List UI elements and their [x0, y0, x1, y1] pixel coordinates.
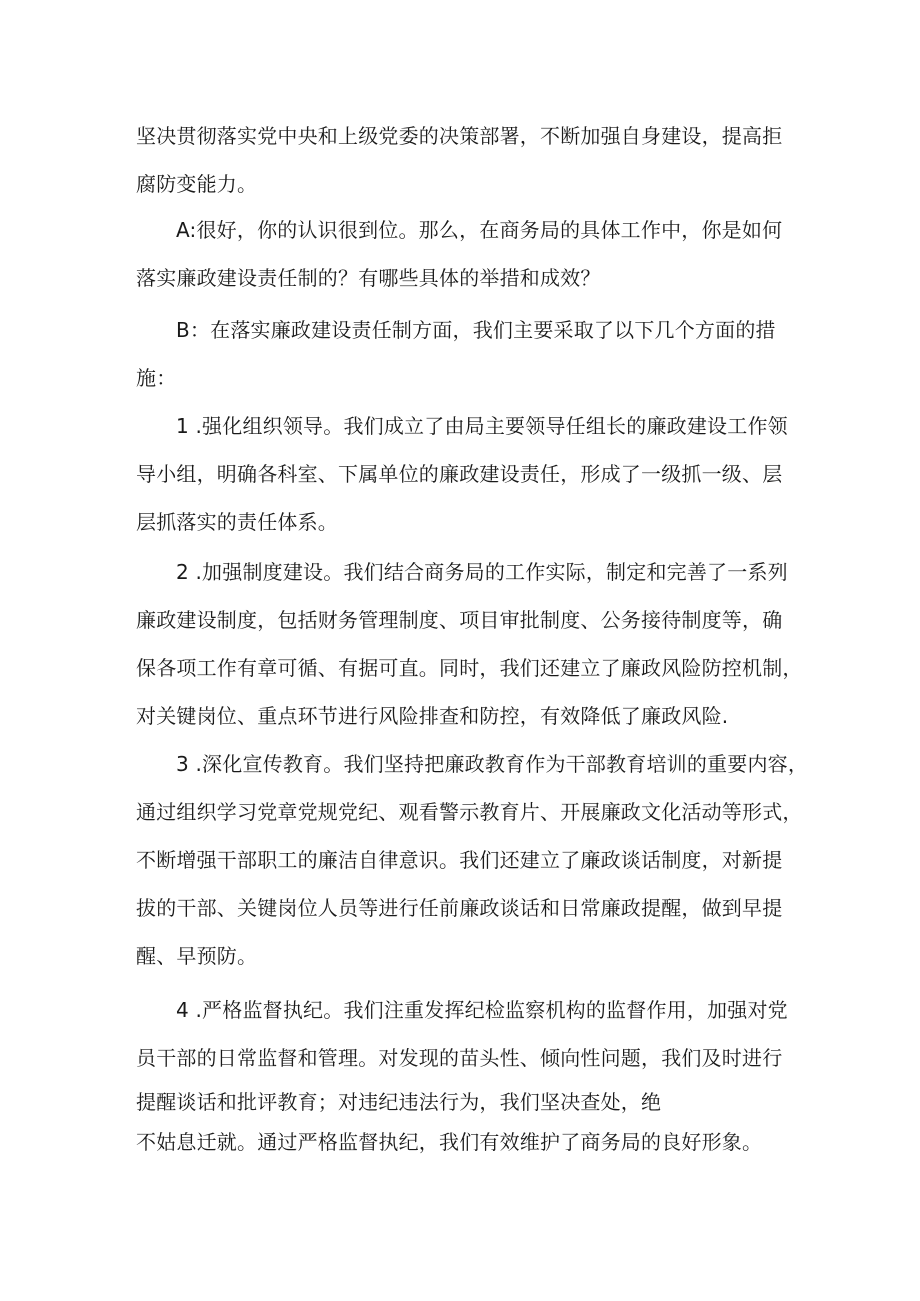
text-line: 廉政建设制度，包括财务管理制度、项目审批制度、公务接待制度等，确 — [136, 608, 783, 632]
text-line: 3 .深化宣传教育。我们坚持把廉政教育作为干部教育培训的重要内容， — [176, 752, 809, 776]
text-line: 1 .强化组织领导。我们成立了由局主要领导任组长的廉政建设工作领 — [176, 414, 788, 438]
text-line: 2 .加强制度建设。我们结合商务局的工作实际，制定和完善了一系列 — [176, 560, 788, 584]
text-line: 落实廉政建设责任制的？有哪些具体的举措和成效？ — [136, 266, 601, 290]
text-line: 不姑息迁就。通过严格监督执纪，我们有效维护了商务局的良好形象。 — [136, 1130, 763, 1154]
text-line: 对关键岗位、重点环节进行风险排查和防控，有效降低了廉政风险. — [136, 704, 729, 728]
paragraph-continuation — [136, 112, 796, 208]
paragraph-item-2 — [136, 548, 803, 740]
text-line: B：在落实廉政建设责任制方面，我们主要采取了以下几个方面的措 — [176, 318, 776, 342]
paragraph-item-4 — [136, 986, 796, 1162]
paragraph-item-3 — [136, 740, 809, 980]
text-line: 员干部的日常监督和管理。对发现的苗头性、倾向性问题，我们及时进行 — [136, 1046, 783, 1070]
text-line: 4 .严格监督执纪。我们注重发挥纪检监察机构的监督作用，加强对党 — [176, 998, 788, 1022]
paragraph-item-1 — [136, 402, 796, 546]
text-line: 施： — [136, 366, 177, 390]
text-line: 层抓落实的责任体系。 — [136, 510, 338, 534]
paragraph-answer-b — [136, 306, 796, 402]
text-line: 不断增强干部职工的廉洁自律意识。我们还建立了廉政谈话制度，对新提 — [136, 848, 783, 872]
text-line: 腐防变能力。 — [136, 172, 258, 196]
text-line: 坚决贯彻落实党中央和上级党委的决策部署，不断加强自身建设，提高拒 — [136, 124, 783, 148]
text-line: 导小组，明确各科室、下属单位的廉政建设责任，形成了一级抓一级、层 — [136, 462, 783, 486]
text-line: 通过组织学习党章党规党纪、观看警示教育片、开展廉政文化活动等形式， — [136, 800, 803, 824]
paragraph-question-a — [136, 206, 796, 302]
text-line: 拔的干部、关键岗位人员等进行任前廉政谈话和日常廉政提醒，做到早提 — [136, 896, 783, 920]
text-line: 醒、早预防。 — [136, 944, 258, 968]
text-line: A:很好，你的认识很到位。那么，在商务局的具体工作中，你是如何 — [176, 218, 783, 242]
text-line: 提醒谈话和批评教育；对违纪违法行为，我们坚决查处，绝 — [136, 1090, 662, 1114]
text-line: 保各项工作有章可循、有据可直。同时，我们还建立了廉政风险防控机制， — [136, 656, 803, 680]
